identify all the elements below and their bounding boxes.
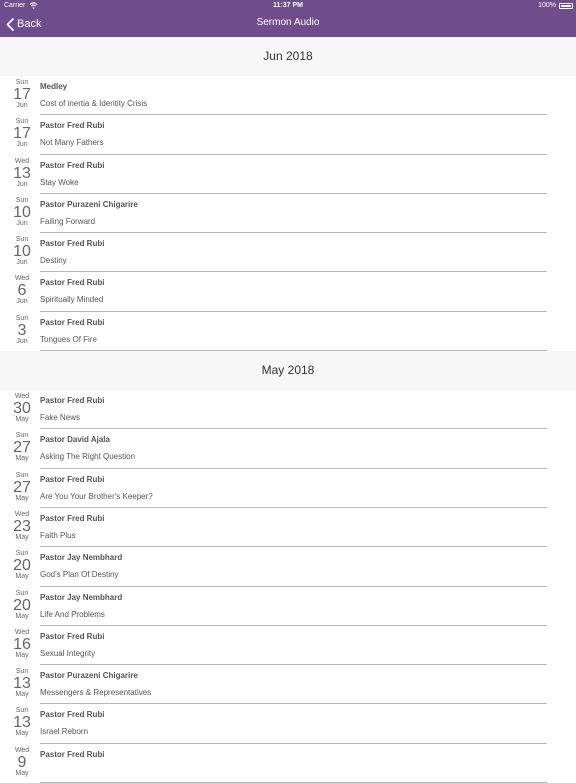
- sermon-date: [0, 511, 44, 542]
- preacher-name: Medley: [40, 82, 68, 91]
- day-number: 30: [13, 400, 31, 418]
- month-label: Jun: [16, 180, 28, 188]
- sermon-row[interactable]: [0, 390, 576, 429]
- sermon-date: [0, 315, 44, 346]
- day-of-week: Wed: [14, 628, 30, 636]
- sermon-title: Are You Your Brother's Keeper?: [40, 491, 153, 501]
- sermon-date: [0, 590, 44, 621]
- day-number: 16: [13, 635, 31, 653]
- preacher-name: Pastor Purazeni Chigarire: [40, 671, 138, 681]
- sermon-date: [0, 432, 44, 463]
- month-label: Jun: [16, 298, 28, 306]
- preacher-name: Pastor Jay Nembhard: [40, 553, 123, 563]
- status-bar: [0, 0, 576, 12]
- sermon-row[interactable]: [0, 704, 576, 743]
- day-of-week: Sun: [15, 668, 29, 676]
- month-label: Jun: [16, 219, 28, 227]
- month-label: May: [15, 455, 29, 463]
- month-label: May: [15, 573, 29, 581]
- day-of-week: Sun: [15, 471, 29, 479]
- day-of-week: Wed: [14, 275, 30, 283]
- day-number: 27: [13, 478, 31, 496]
- month-label: May: [15, 494, 29, 502]
- preacher-name: Pastor Fred Rubi: [40, 239, 105, 249]
- sermon-date: [0, 197, 44, 228]
- sermon-row[interactable]: [0, 429, 576, 468]
- day-of-week: Wed: [14, 393, 30, 401]
- day-number: 13: [13, 675, 31, 693]
- day-of-week: Sun: [15, 236, 29, 244]
- day-of-week: Sun: [15, 550, 29, 558]
- back-label: Back: [17, 18, 42, 30]
- day-of-week: Sun: [15, 79, 29, 86]
- preacher-name: Pastor Jay Nembhard: [40, 592, 123, 602]
- row-divider: [40, 350, 547, 351]
- preacher-name: Pastor Fred Rubi: [40, 160, 105, 170]
- preacher-name: Pastor Fred Rubi: [40, 710, 105, 720]
- battery-percent: 100%: [538, 2, 556, 9]
- sermon-row[interactable]: [0, 744, 576, 783]
- sermon-title: Israel Reborn: [40, 727, 89, 737]
- month-label: May: [15, 691, 29, 699]
- sermon-title: Failing Forward: [40, 216, 96, 226]
- sermon-date: [0, 118, 44, 149]
- sermon-title: Not Many Fathers: [40, 138, 104, 148]
- day-of-week: Wed: [14, 510, 30, 518]
- section-header: Jun 2018: [0, 37, 576, 76]
- month-label: May: [15, 651, 29, 659]
- preacher-name: Pastor Fred Rubi: [40, 749, 105, 759]
- day-of-week: Wed: [14, 157, 30, 165]
- sermon-title: Sexual Integrity: [40, 648, 96, 658]
- month-label: Jun: [16, 259, 28, 267]
- preacher-name: Pastor David Ajala: [40, 435, 110, 445]
- sermon-row[interactable]: [0, 155, 576, 194]
- sermon-date: [0, 550, 44, 581]
- sermon-row[interactable]: [0, 233, 576, 272]
- sermon-title: Stay Woke: [40, 177, 79, 187]
- section-header: May 2018: [0, 351, 576, 390]
- month-label: May: [15, 769, 29, 777]
- month-label: May: [15, 612, 29, 620]
- sermon-row[interactable]: [0, 469, 576, 508]
- sermon-row[interactable]: [0, 665, 576, 704]
- preacher-name: Pastor Fred Rubi: [40, 278, 105, 288]
- day-of-week: Sun: [15, 314, 29, 322]
- sermon-title: Messengers & Representatives: [40, 688, 152, 698]
- sermon-title: God's Plan Of Destiny: [40, 570, 119, 580]
- sermon-title: Destiny: [40, 256, 67, 266]
- sermon-row[interactable]: [0, 76, 576, 115]
- month-label: Jun: [16, 102, 28, 109]
- sermon-row[interactable]: [0, 115, 576, 154]
- preacher-name: Pastor Fred Rubi: [40, 631, 105, 641]
- day-number: 10: [13, 203, 31, 221]
- sermon-title: Fake News: [40, 413, 81, 423]
- day-of-week: Sun: [15, 707, 29, 715]
- status-time: 11:37 PM: [273, 2, 303, 9]
- day-number: 20: [13, 557, 31, 575]
- day-number: 13: [13, 164, 31, 182]
- sermon-date: [0, 158, 44, 189]
- day-number: 23: [13, 517, 31, 535]
- sermon-title: Faith Plus: [40, 530, 76, 540]
- sermon-row[interactable]: [0, 508, 576, 547]
- day-of-week: Sun: [15, 196, 29, 204]
- sermon-row[interactable]: [0, 587, 576, 626]
- sermon-date: [0, 472, 44, 503]
- sermon-date: [0, 747, 44, 778]
- carrier-label: Carrier: [4, 2, 26, 9]
- day-of-week: Sun: [15, 432, 29, 440]
- sermon-title: Asking The Right Question: [40, 452, 136, 462]
- day-number: 6: [17, 282, 27, 300]
- nav-row: [0, 12, 576, 37]
- day-number: 9: [17, 753, 27, 771]
- sermon-date: [0, 79, 44, 110]
- sermon-row[interactable]: [0, 194, 576, 233]
- preacher-name: Pastor Fred Rubi: [40, 317, 105, 327]
- day-number: 3: [17, 321, 27, 339]
- sermon-date: [0, 236, 44, 267]
- preacher-name: Pastor Fred Rubi: [40, 513, 105, 523]
- month-label: May: [15, 533, 29, 541]
- day-number: 17: [13, 125, 31, 143]
- day-number: 13: [13, 714, 31, 732]
- preacher-name: Pastor Fred Rubi: [40, 121, 105, 131]
- navigation-bar: [0, 0, 576, 37]
- month-label: Jun: [16, 337, 28, 345]
- sermon-row[interactable]: [0, 312, 576, 351]
- preacher-name: Pastor Fred Rubi: [40, 474, 105, 484]
- sermon-date: [0, 629, 44, 660]
- sermon-row[interactable]: [0, 547, 576, 586]
- sermon-date: [0, 668, 44, 699]
- day-of-week: Sun: [15, 589, 29, 597]
- day-number: 20: [13, 596, 31, 614]
- day-number: 17: [13, 86, 31, 103]
- month-label: Jun: [16, 141, 28, 149]
- sermon-title: Spiritually Minded: [40, 295, 104, 305]
- sermon-date: [0, 707, 44, 738]
- sermon-row[interactable]: [0, 272, 576, 311]
- preacher-name: Pastor Fred Rubi: [40, 396, 105, 406]
- day-of-week: Sun: [15, 118, 29, 126]
- sermon-title: Cost of inertia & Identity Crisis: [40, 99, 148, 108]
- day-of-week: Wed: [14, 746, 30, 754]
- preacher-name: Pastor Purazeni Chigarire: [40, 199, 138, 209]
- sermon-title: Life And Problems: [40, 609, 105, 619]
- sermon-list[interactable]: [0, 37, 576, 777]
- day-number: 10: [13, 243, 31, 261]
- month-label: May: [15, 730, 29, 738]
- sermon-date: [0, 275, 44, 306]
- sermon-row[interactable]: [0, 626, 576, 665]
- month-label: May: [15, 416, 29, 424]
- sermon-title: Tongues Of Fire: [40, 334, 97, 344]
- day-number: 27: [13, 439, 31, 457]
- battery-icon: [559, 3, 573, 9]
- page-title: Sermon Audio: [256, 17, 320, 28]
- sermon-date: [0, 393, 44, 424]
